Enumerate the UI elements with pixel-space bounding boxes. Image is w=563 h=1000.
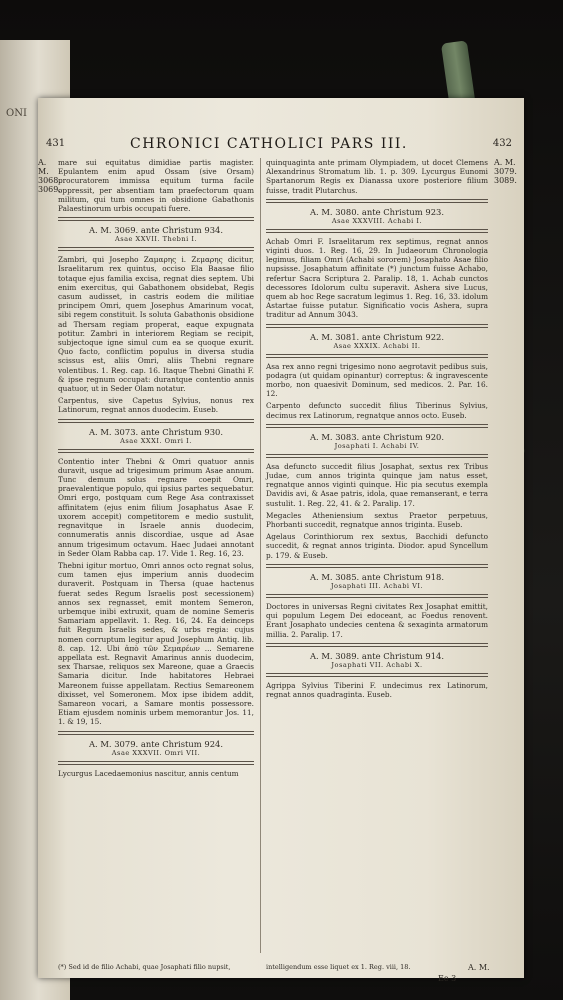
right-margin-year: A. M. 3079. 3089. — [494, 158, 517, 185]
section-rule — [266, 199, 488, 203]
paragraph: Contentio inter Thebni & Omri quatuor annis duravit, usque ad trigesimum primum Asae annum. Tunc demum solus regnare coepit Omri, praevalentique populo, qui ipsius partes sequebatur. Omri ergo, postquam cum Rege Asa contraxisset affinitatem (ejus enim filium Josaphatus Asae F. uxorem accepit) competitorem e medio sustulit, regnavitque in Israele annis duodecim, connumeratis annis discordiae, usque ad Asae annum trigesimum octavum. Haec Judaei annotant in Seder Olam Rabba cap. 17. Vide 1. Reg. 16, 23. — [58, 456, 254, 558]
section-rule — [266, 643, 488, 647]
section-heading: A. M. 3085. ante Christum 918. — [309, 571, 445, 582]
paragraph: Asa defuncto succedit filius Josaphat, sextus rex Tribus Judae, cum annos triginta quinque jam natus esset, regnatque annos viginti quinque. Hic pia secutus exempla Davidis avi, & Asae patris, idola, quae remanserant, e terra sustulit. 1. Reg. 22, 41. & 2. Paralip. 17. — [266, 461, 488, 508]
section-rule — [58, 419, 254, 423]
section-subheading: Asae XXVII. Thebni I. — [114, 235, 198, 244]
paragraph: Doctores in universas Regni civitates Rex Josaphat emittit, qui populum Legem Dei edoceant, ac Foedus renovent. Erant Josaphato undecies centena & sexaginta armatorum millia. 2. Paralip. 17. — [266, 601, 488, 639]
section-heading: A. M. 3079. ante Christum 924. — [88, 738, 224, 749]
section-subheading: Josaphati VII. Achabi X. — [331, 660, 423, 669]
right-intro-text: quinquaginta ante primam Olympiadem, ut docet Clemens Alexandrinus Stromatum lib. 1. p. 309. Lycurgus Eunomi Spartanorum Regis ex Dianassa uxore posteriore filium fuisse, tradit Plutarchus. — [266, 158, 488, 195]
page-header — [38, 136, 524, 156]
section-rule — [58, 449, 254, 453]
section-subheading: Asae XXXI. Omri I. — [120, 436, 192, 445]
section-heading: A. M. 3069. ante Christum 934. — [88, 225, 224, 236]
paragraph: Asa rex anno regni trigesimo nono aegrotavit pedibus suis, podagra (ut quidam opinantur) correptus: & ingravescente morbo, non quaesivit Dominum, sed medicos. 2. Par. 16. 12. — [266, 361, 488, 399]
section-subheading: Josaphati III. Achabi VI. — [330, 581, 424, 590]
paragraph: Carpento defuncto succedit filius Tiberinus Sylvius, decimus rex Latinorum, regnatque annos octo. Euseb. — [266, 401, 488, 420]
section-rule — [266, 424, 488, 428]
left-page-number: 431 — [46, 138, 66, 149]
section-rule — [58, 247, 254, 251]
section-rule — [58, 217, 254, 221]
left-column — [58, 158, 254, 781]
left-footnote: (*) Sed id de filio Achabi, quae Josaphati filio nupsit, — [58, 963, 231, 971]
section-subheading: Josaphati I. Achabi IV. — [334, 441, 420, 450]
paragraph: Lycurgus Lacedaemonius nascitur, annis centum — [58, 768, 239, 778]
section-subheading: Asae XXXVII. Omri VII. — [111, 748, 201, 757]
paragraph: Carpentus, sive Capetus Sylvius, nonus rex Latinorum, regnat annos duodecim. Euseb. — [58, 396, 254, 415]
signature-mark: Ee 3 — [438, 974, 457, 983]
section-subheading: Asae XXXIX. Achabi II. — [333, 341, 421, 350]
section-rule — [58, 731, 254, 735]
section-heading: A. M. 3081. ante Christum 922. — [309, 331, 445, 342]
section-rule — [266, 229, 488, 233]
paragraph: Achab Omri F. Israelitarum rex septimus, regnat annos viginti duos. 1. Reg. 16, 29. In Judaeorum Chronologia legimus, filiam Omri (Achabi sororem) Josaphato Asae filio nupsisse. Josaphatum affinitate (*) junctum fuisse Achabo, refertur Sacra Scriptura 2. Paralip. 18, 1. Achab cunctos decessores Idolorum cultu superavit. Ashera sive Lucus, quem ab hoc Rege sacratum legimus 1. Reg. 16, 33. idolum Astartae fuisse putatur. Significatio vocis Ashera, supra traditur ad Annum 3043. — [266, 236, 488, 320]
section-rule — [266, 324, 488, 328]
section-rule — [58, 761, 254, 765]
section-heading: A. M. 3083. ante Christum 920. — [309, 431, 445, 442]
section-rule — [266, 354, 488, 358]
catchword: A. M. — [468, 963, 490, 972]
section-rule — [266, 454, 488, 458]
left-intro-text: mare sui equitatus dimidiae partis magister. Epulantem enim apud Ossam (sive Orsam) procuratorem immissa equitum turma facile oppressit, per absentiam tam praefectorum quam militum, qui tum omnes in obsidione Gabathonis Palaestinorum urbis occupati fuere. — [58, 158, 254, 214]
paragraph: Agelaus Corinthiorum rex sextus, Bacchidi defuncto succedit, & regnat annos triginta. Diodor. apud Syncellum p. 179. & Euseb. — [266, 532, 488, 560]
paragraph: Thebni igitur mortuo, Omri annos octo regnat solus, cum tamen ejus imperium annis duodecim duraverit. Postquam in Thersa (quae hactenus fuerat sedes Regum Israelis post secessionem) annos sex regnasset, emit montem Semeron, urbemque inibi extruxit, quam de nomine Semeris Samariam appellavit. 1. Reg. 16, 24. Ea deinceps fuit Regum Israelis sedes, & urbs regia: cujus nomen corruptum legitur apud Josephum Antiq. lib. 8. cap. 12. Ubi ἀπὸ τῶν Σεμαρέων ... Semarene appellata est. Regnavit Amarinus annis duodecim, sex Tharsae, reliquos sex Mareone, quae a Graecis Samaria dicitur. Inde habitatores Hebraei Mareonem fuisse appellatam. Rectius Semareonem dixisset, vel Someronem. Mox ipse ibidem addit, Samareon vocari, a Samare montis possessore. Etiam ejusdem nominis urbem memorantur Jos. 11, 1. & 19, 15. — [58, 560, 254, 727]
column-separator — [260, 158, 261, 953]
book-page — [38, 98, 524, 983]
section-rule — [266, 594, 488, 598]
section-rule — [266, 564, 488, 568]
section-subheading: Asae XXXVIII. Achabi I. — [331, 216, 423, 225]
right-footnote: intelligendum esse liquet ex 1. Reg. viii, 18. — [266, 963, 411, 971]
paragraph: Zambri, qui Josepho Ζαμαρης i. Ζεμαρης dicitur, Israelitarum rex quintus, occiso Ela Baasae filio totaque ejus familia excisa, regnat dies septem. Ubi enim exercitus, qui Gabathonem obsidebat, Regis casum audisset, in castris eodem die militiae principem Omri, quem Josephus Amarinum vocat, sibi regem constituit. Is soluta Gabathonis obsidione ad Thersam regiam properat, eaque expugnata potitur. Zambri in interiorem Regiam se recipit, subjectoque igne simul cum ea se quoque exurit. Quo facto, conflictim populus in diversa studia scissus est, aliis Omri, aliis Thebni regnare volentibus. 1. Reg. cap. 16. Itaque Thebni Ginathi F. & ipse regnum occupat: durantque contentio annis quatuor, ut in Seder Olam notatur. — [58, 255, 254, 394]
left-margin-year: A. M. 3068. 3069. — [38, 158, 61, 194]
section-rule — [266, 673, 488, 677]
paragraph: Agrippa Sylvius Tiberini F. undecimus rex Latinorum, regnat annos quadraginta. Euseb. — [266, 680, 488, 699]
section-heading: A. M. 3080. ante Christum 923. — [309, 206, 445, 217]
paragraph: Megacles Atheniensium sextus Praetor perpetuus, Phorbanti succedit, regnatque annos triginta. Euseb. — [266, 510, 488, 530]
page-title: CHRONICI CATHOLICI PARS III. — [130, 136, 408, 152]
left-page-header-fragment: ONI — [6, 108, 27, 119]
right-column — [266, 158, 488, 702]
section-heading: A. M. 3089. ante Christum 914. — [309, 650, 445, 661]
section-heading: A. M. 3073. ante Christum 930. — [88, 426, 224, 437]
right-page-number: 432 — [492, 138, 512, 149]
